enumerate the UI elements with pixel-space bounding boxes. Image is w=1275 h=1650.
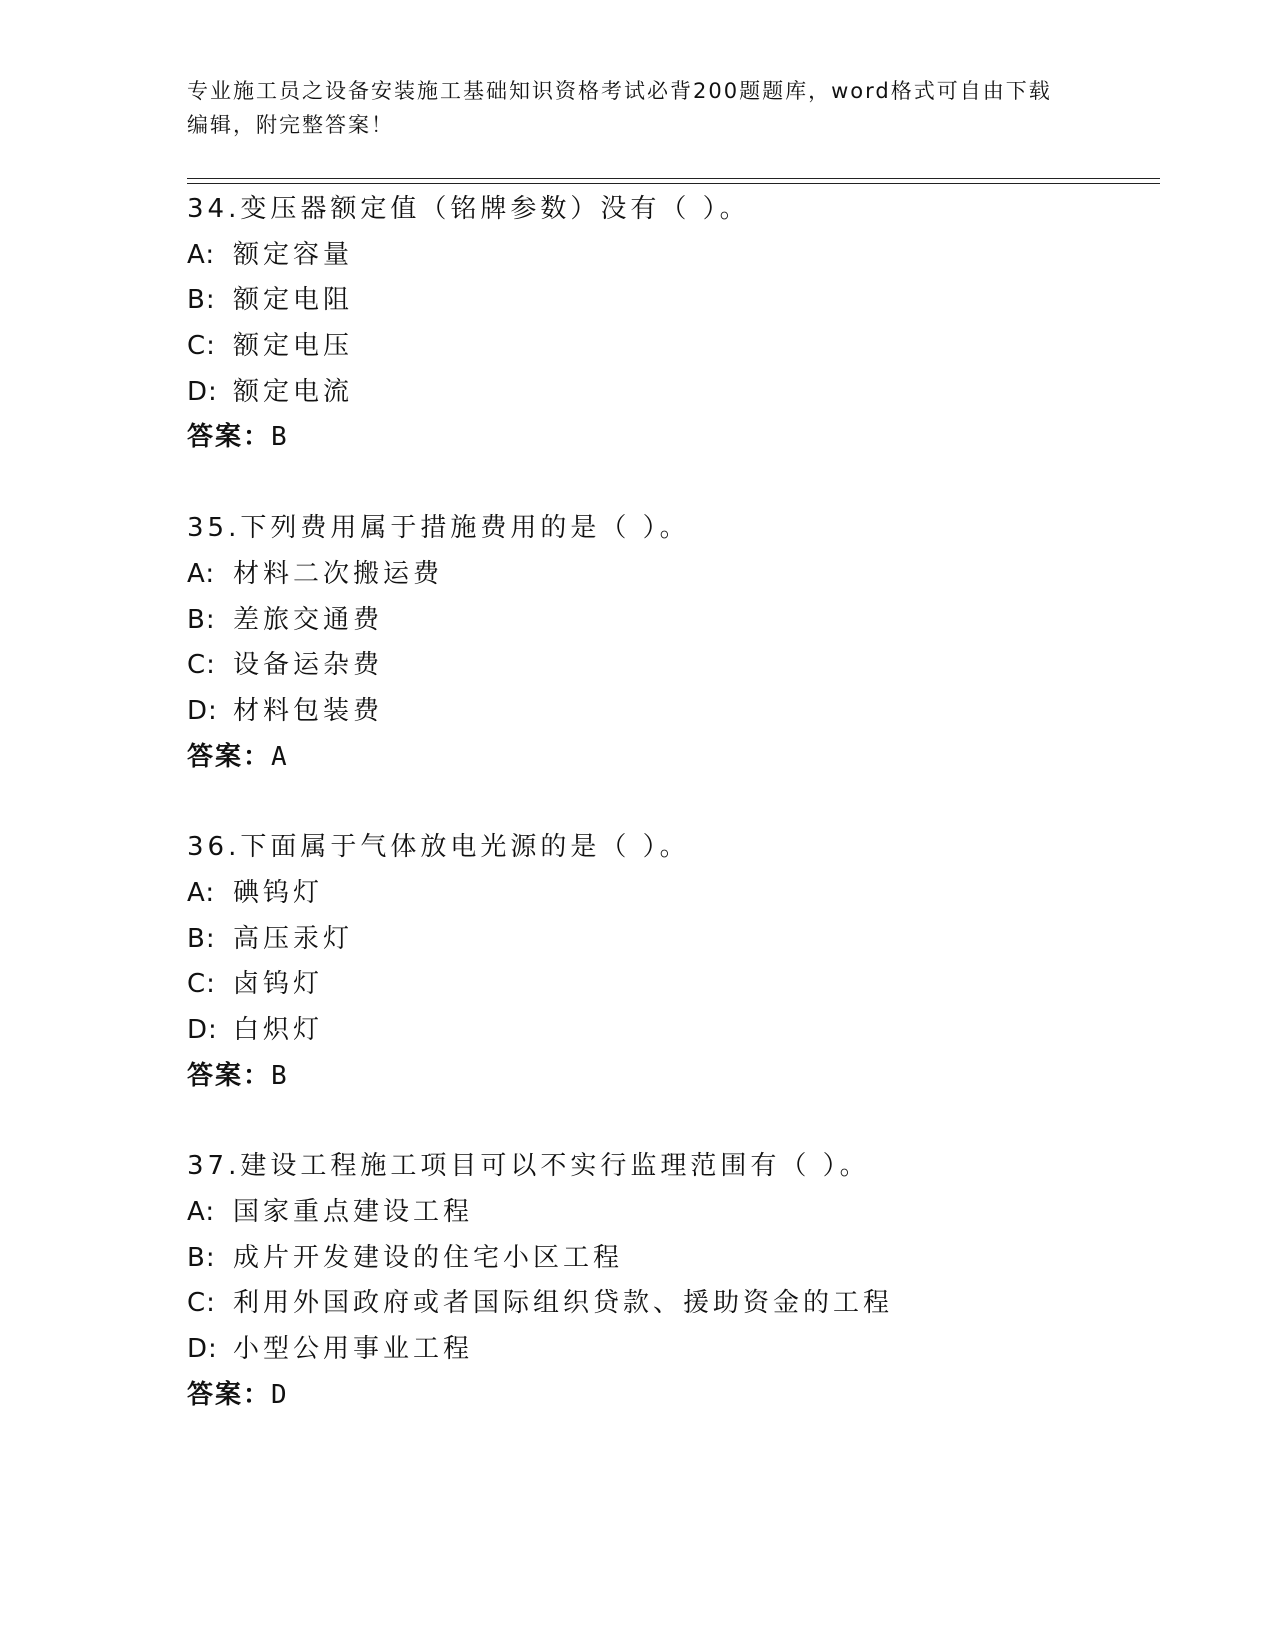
option-label: A: xyxy=(187,1197,216,1228)
option-label: D: xyxy=(187,695,218,726)
option-text: 白炽灯 xyxy=(233,1015,324,1045)
option-label: D: xyxy=(187,1015,218,1045)
answer-value: A xyxy=(271,741,287,772)
answer-line xyxy=(187,1373,1160,1419)
option-text: 差旅交通费 xyxy=(233,604,384,635)
option-d xyxy=(187,1008,1160,1054)
option-c xyxy=(187,324,1160,370)
option-b xyxy=(187,598,1160,644)
option-d xyxy=(187,1327,1160,1373)
question-35 xyxy=(187,506,1160,780)
answer-value: D xyxy=(271,1379,287,1410)
option-text: 卤钨灯 xyxy=(233,969,324,1000)
answer-value: B xyxy=(271,422,287,453)
document-header: 专业施工员之设备安装施工基础知识资格考试必背200题题库，word格式可自由下载编辑，附完整答案！ xyxy=(187,79,1052,137)
question-list xyxy=(187,187,1160,1464)
question-36 xyxy=(187,825,1160,1099)
option-text: 设备运杂费 xyxy=(233,650,384,681)
option-b xyxy=(187,278,1160,324)
answer-value: B xyxy=(271,1060,287,1091)
option-text: 成片开发建设的住宅小区工程 xyxy=(233,1242,624,1273)
option-b xyxy=(187,917,1160,963)
option-a xyxy=(187,1190,1160,1236)
option-label: D: xyxy=(187,376,218,407)
option-d xyxy=(187,370,1160,416)
option-label: A: xyxy=(187,877,216,908)
question-stem: 37.建设工程施工项目可以不实行监理范围有（ ）。 xyxy=(187,1151,870,1182)
option-b xyxy=(187,1236,1160,1282)
option-label: A: xyxy=(187,239,216,270)
option-text: 利用外国政府或者国际组织贷款、援助资金的工程 xyxy=(233,1288,894,1319)
question-34 xyxy=(187,187,1160,461)
option-c xyxy=(187,643,1160,689)
option-text: 高压汞灯 xyxy=(233,923,354,954)
option-label: B: xyxy=(187,285,216,316)
answer-label: 答案： xyxy=(187,422,272,453)
option-label: C: xyxy=(187,969,216,1000)
option-label: B: xyxy=(187,923,216,954)
question-stem: 35.下列费用属于措施费用的是（ ）。 xyxy=(187,513,690,544)
header-divider-top xyxy=(187,178,1160,179)
question-stem: 36.下面属于气体放电光源的是（ ）。 xyxy=(187,832,690,863)
option-text: 额定电阻 xyxy=(233,285,354,316)
question-37 xyxy=(187,1144,1160,1418)
answer-label: 答案： xyxy=(187,741,272,772)
answer-line xyxy=(187,415,1160,461)
option-c xyxy=(187,1281,1160,1327)
option-text: 额定电压 xyxy=(233,331,354,362)
option-text: 国家重点建设工程 xyxy=(233,1197,474,1228)
option-text: 小型公用事业工程 xyxy=(233,1334,474,1365)
option-a xyxy=(187,233,1160,279)
option-text: 额定电流 xyxy=(233,376,354,407)
option-text: 材料包装费 xyxy=(233,695,384,726)
header-divider-bottom xyxy=(187,183,1160,184)
option-text: 碘钨灯 xyxy=(233,877,324,908)
answer-label: 答案： xyxy=(187,1060,272,1091)
option-text: 额定容量 xyxy=(233,239,354,270)
option-a xyxy=(187,552,1160,598)
answer-line xyxy=(187,735,1160,781)
option-label: D: xyxy=(187,1334,218,1365)
option-label: B: xyxy=(187,1242,216,1273)
option-d xyxy=(187,689,1160,735)
option-label: C: xyxy=(187,331,216,362)
option-a xyxy=(187,871,1160,917)
option-text: 材料二次搬运费 xyxy=(233,558,444,589)
option-label: C: xyxy=(187,650,216,681)
option-c xyxy=(187,962,1160,1008)
option-label: B: xyxy=(187,604,216,635)
answer-label: 答案： xyxy=(187,1379,272,1410)
question-stem: 34.变压器额定值（铭牌参数）没有（ ）。 xyxy=(187,194,750,224)
answer-line xyxy=(187,1054,1160,1100)
option-label: A: xyxy=(187,558,216,589)
option-label: C: xyxy=(187,1288,216,1319)
